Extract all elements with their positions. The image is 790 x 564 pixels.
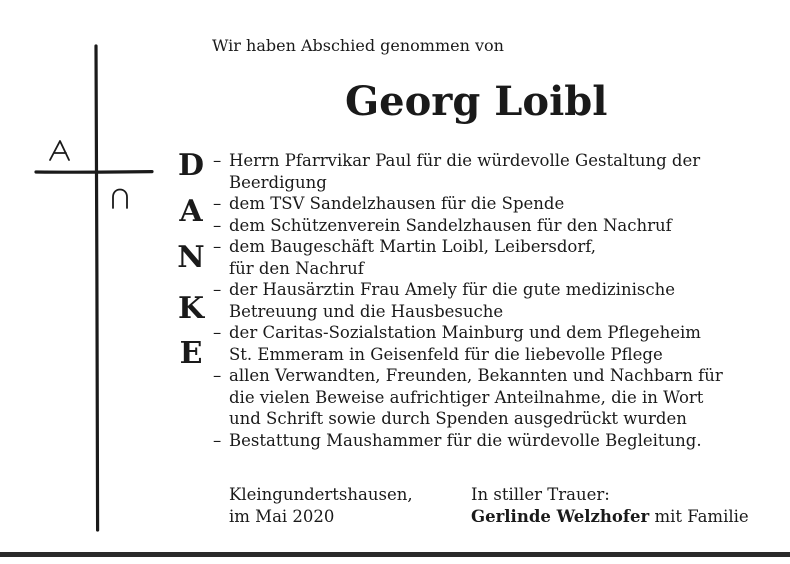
mourners-block <box>471 484 749 528</box>
thanks-line: dem Schützenverein Sandelzhausen für den Nachruf <box>229 215 672 235</box>
thanks-line: der Hausärztin Frau Amely für die gute medizinische <box>229 280 675 299</box>
mourning-label: In stiller Trauer: <box>471 485 610 504</box>
dash: – <box>213 430 222 450</box>
place-and-date <box>229 484 413 528</box>
thanks-line: Herrn Pfarrvikar Paul für die würdevolle Gestaltung der <box>229 151 701 170</box>
cross-horizontal-stroke <box>36 172 152 173</box>
dash: – <box>213 237 222 256</box>
thanks-item-pfarrvikar <box>213 150 773 193</box>
thanks-line: der Caritas-Sozialstation Mainburg und dem Pflegeheim <box>229 323 701 342</box>
bottom-rule <box>0 552 790 557</box>
thanks-line: St. Emmeram in Geisenfeld für die liebevolle Pflege <box>229 344 663 364</box>
mourner-line <box>471 506 749 528</box>
thanks-list <box>213 150 773 451</box>
thanks-item-bestattung <box>213 430 773 452</box>
dash: – <box>213 280 222 299</box>
mourner-suffix: mit Familie <box>654 507 749 526</box>
thanks-item-caritas <box>213 322 773 365</box>
place: Kleingundertshausen, <box>229 485 413 504</box>
thanks-line: allen Verwandten, Freunden, Bekannten und Nachbarn für <box>229 366 723 385</box>
thanks-line: Bestattung Maushammer für die würdevolle Begleitung. <box>229 430 702 450</box>
thanks-item-schuetzenverein <box>213 215 773 237</box>
thanks-line: dem TSV Sandelzhausen für die Spende <box>229 194 565 213</box>
date: im Mai 2020 <box>229 507 335 526</box>
thanks-item-hausaerztin <box>213 279 773 322</box>
thanks-line: und Schrift sowie durch Spenden ausgedrückt wurden <box>229 409 687 428</box>
dash: – <box>213 366 222 385</box>
omega-icon <box>113 190 127 209</box>
dash: – <box>213 151 222 170</box>
thanks-line: Beerdigung <box>229 172 327 192</box>
danke-letter: A <box>179 194 203 229</box>
mourner-name: Gerlinde Welzhofer <box>471 507 650 526</box>
deceased-name: Georg Loibl <box>345 78 608 125</box>
thanks-line: für den Nachruf <box>229 258 364 278</box>
alpha-icon <box>50 141 69 160</box>
danke-letter: E <box>179 336 203 371</box>
dash: – <box>213 323 222 342</box>
thanks-line: Betreuung und die Hausbesuche <box>229 301 504 321</box>
cross-icon <box>0 0 160 564</box>
danke-letter: N <box>177 240 205 275</box>
dash: – <box>213 194 222 213</box>
danke-letter: D <box>177 148 204 183</box>
thanks-line: dem Baugeschäft Martin Loibl, Leibersdorf, <box>229 237 597 256</box>
thanks-item-baugeschaeft <box>213 236 773 279</box>
intro-text: Wir haben Abschied genommen von <box>212 36 504 55</box>
danke-letter: K <box>177 291 205 326</box>
thanks-item-verwandte <box>213 365 773 430</box>
cross-vertical-stroke <box>96 46 98 530</box>
thanks-item-tsv <box>213 193 773 215</box>
dash: – <box>213 215 222 235</box>
thanks-line: die vielen Beweise aufrichtiger Anteilnahme, die in Wort <box>229 387 704 407</box>
